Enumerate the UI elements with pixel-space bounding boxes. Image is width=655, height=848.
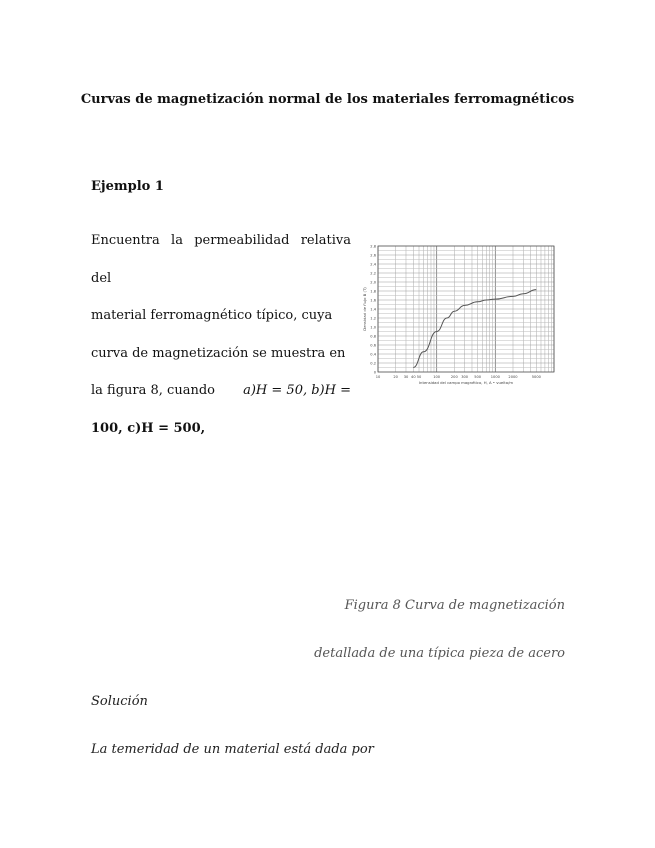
x-tick-label: 2000 bbox=[508, 375, 518, 379]
x-tick-label: 40 bbox=[411, 375, 416, 379]
solution-label: Solución bbox=[91, 694, 148, 709]
y-tick-label: 0.6 bbox=[370, 343, 376, 348]
y-tick-label: 0 bbox=[373, 370, 376, 375]
y-axis-label: Densidad de flujo B (T) bbox=[362, 287, 367, 331]
magnetization-chart bbox=[362, 236, 562, 394]
x-tick-label: 20 bbox=[393, 375, 398, 379]
paragraph-line-4 bbox=[91, 372, 351, 410]
figure-caption-line-1: Figura 8 Curva de magnetización bbox=[344, 598, 565, 613]
x-axis-label: Intensidad del campo magnético, H, A • vuelta/m bbox=[418, 380, 514, 385]
x-tick-label: 1000 bbox=[490, 375, 500, 379]
x-tick-label: 200 bbox=[450, 375, 458, 379]
y-tick-label: 1.6 bbox=[370, 298, 376, 303]
y-tick-label: 1.2 bbox=[370, 316, 376, 321]
x-tick-label: 5000 bbox=[531, 375, 541, 379]
y-tick-label: 2.0 bbox=[370, 280, 376, 285]
solution-sentence: La temeridad de un material está dada por bbox=[91, 742, 374, 757]
figure-caption-line-2: detallada de una típica pieza de acero bbox=[314, 646, 565, 661]
y-tick-label: 2.8 bbox=[370, 244, 376, 249]
y-tick-label: 1.8 bbox=[370, 289, 376, 294]
paragraph-line-5-math: 100, c)H = 500, bbox=[91, 420, 206, 436]
example-heading: Ejemplo 1 bbox=[91, 179, 164, 194]
y-tick-label: 0.8 bbox=[370, 334, 376, 339]
x-tick-label: 100 bbox=[433, 375, 441, 379]
magnetization-curve bbox=[413, 290, 536, 368]
y-tick-label: 2.4 bbox=[370, 262, 376, 267]
x-tick-label: 500 bbox=[474, 375, 482, 379]
paragraph-line-4-text: la figura 8, cuando bbox=[91, 383, 215, 398]
y-tick-label: 1.0 bbox=[370, 325, 376, 330]
x-tick-label: 10 bbox=[375, 375, 381, 379]
x-tick-label: 300 bbox=[461, 375, 469, 379]
y-tick-label: 2.2 bbox=[370, 271, 376, 276]
page-title: Curvas de magnetización normal de los materiales ferromagnéticos bbox=[80, 92, 575, 107]
y-tick-label: 0.4 bbox=[370, 352, 376, 357]
x-tick-label: 30 bbox=[403, 375, 409, 379]
y-tick-label: 0.2 bbox=[370, 361, 376, 366]
paragraph-line-2: material ferromagnético típico, cuya bbox=[91, 308, 333, 323]
y-tick-label: 1.4 bbox=[370, 307, 376, 312]
paragraph-line-1: Encuentra la permeabilidad relativa del bbox=[91, 233, 351, 286]
example-paragraph bbox=[91, 222, 351, 447]
y-tick-label: 2.6 bbox=[370, 253, 376, 258]
magnetization-chart-svg bbox=[362, 236, 562, 394]
paragraph-line-4-math: a)H = 50, b)H = bbox=[243, 383, 351, 398]
paragraph-line-3: curva de magnetización se muestra en bbox=[91, 345, 346, 361]
x-tick-label: 50 bbox=[416, 375, 422, 379]
